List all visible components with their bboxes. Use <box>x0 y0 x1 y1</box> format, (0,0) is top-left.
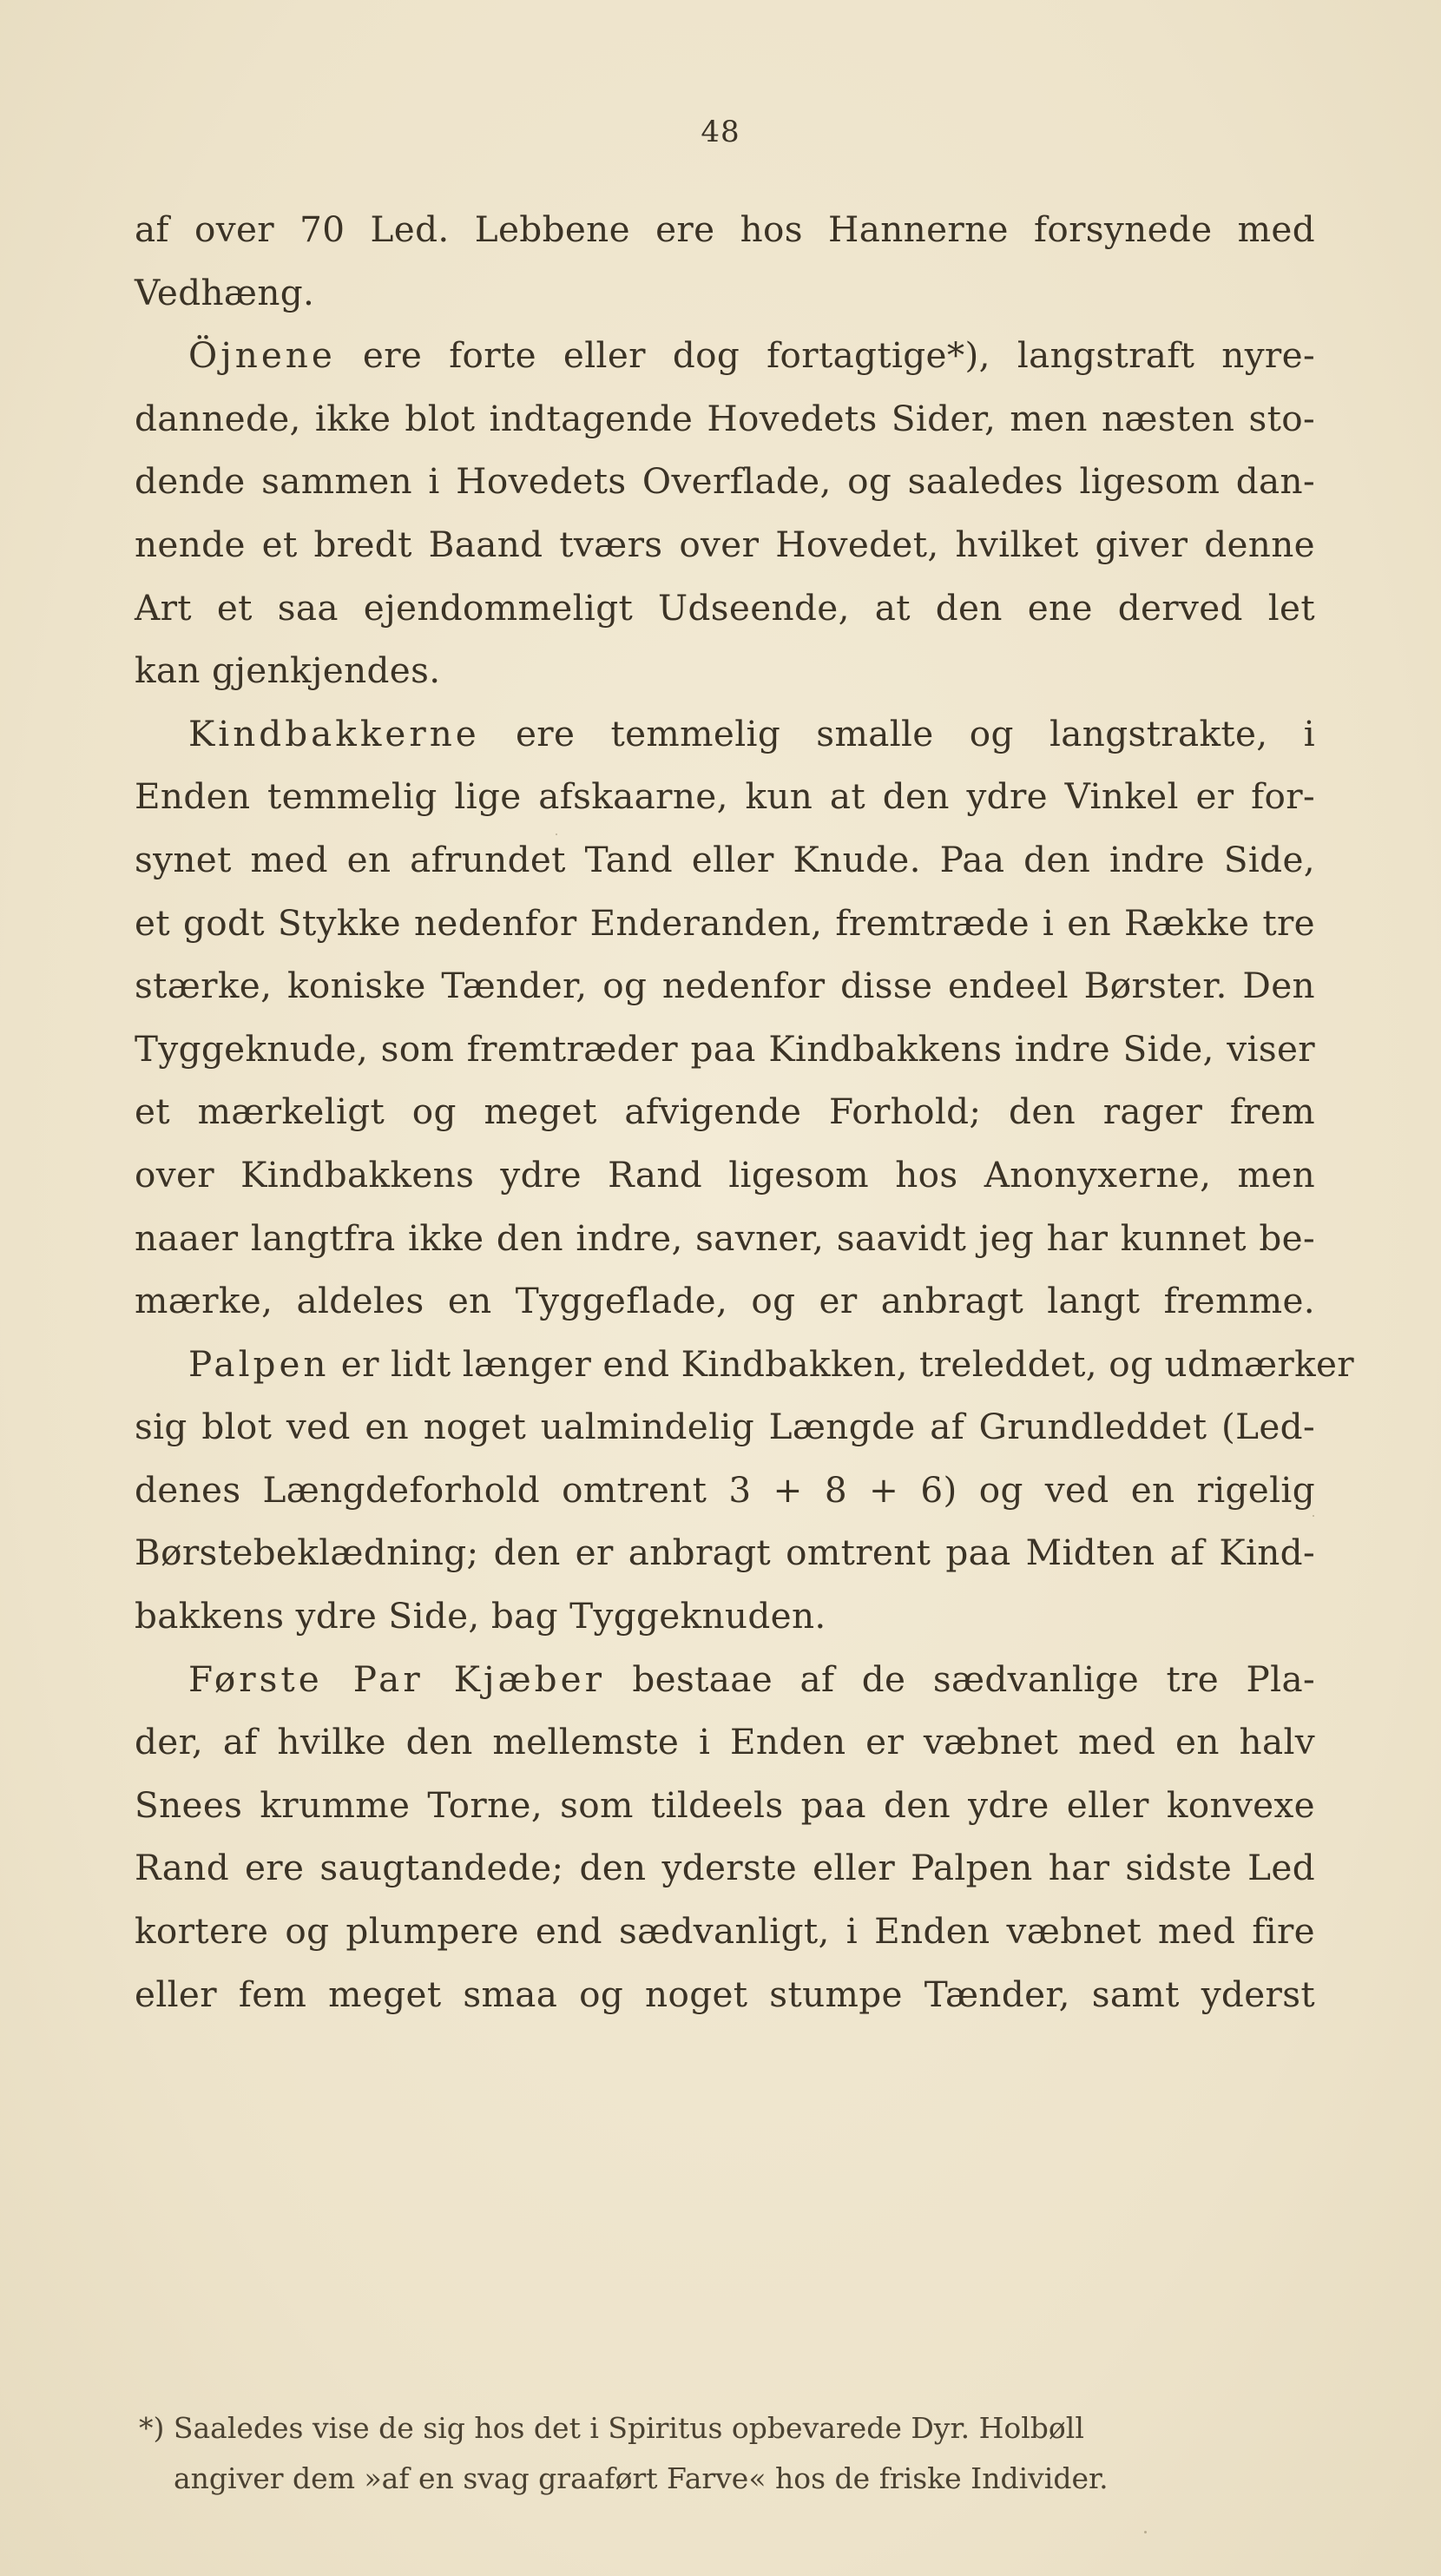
text-line-rest: ere temmelig smalle og langstrakte, i <box>515 712 1315 754</box>
paper-speck <box>1313 1515 1314 1517</box>
text-line: mærke, aldeles en Tyggeflade, og er anbragt langt fremme. <box>135 1280 1315 1322</box>
text-line: synet med en afrundet Tand eller Knude. Paa den indre Side, <box>135 838 1315 880</box>
text-line: eller fem meget smaa og noget stumpe Tænder, samt yderst <box>135 1973 1315 2015</box>
text-line: over Kindbakkens ydre Rand ligesom hos Anonyxerne, men <box>135 1153 1315 1196</box>
text-line: af over 70 Led. Lebbene ere hos Hannerne forsynede med <box>135 208 1315 250</box>
paragraph-lead-word: Öjnene <box>188 334 336 377</box>
text-line: Art et saa ejendommeligt Udseende, at den ene derved let <box>135 586 1315 629</box>
text-line: et godt Stykke nedenfor Enderanden, fremtræde i en Række tre <box>135 901 1315 944</box>
text-line: stærke, koniske Tænder, og nedenfor disse endeel Børster. Den <box>135 965 1315 1007</box>
text-line: kan gjenkjendes. <box>135 649 441 692</box>
text-line-rest: er lidt længer end Kindbakken, treleddet, og udmærker <box>340 1342 1354 1385</box>
text-line-rest: bestaae af de sædvanlige tre Pla- <box>632 1657 1315 1700</box>
text-line: sig blot ved en noget ualmindelig Længde af Grundleddet (Led- <box>135 1406 1315 1448</box>
text-line-rest: ere forte eller dog fortagtige*), langstraft nyre- <box>362 334 1315 377</box>
body-text <box>135 198 1354 2026</box>
text-line: Rand ere saugtandede; den yderste eller Palpen har sidste Led <box>135 1847 1315 1889</box>
text-line: Børstebeklædning; den er anbragt omtrent paa Midten af Kind- <box>135 1532 1315 1574</box>
footnote <box>139 2403 1315 2504</box>
text-line: der, af hvilke den mellemste i Enden er væbnet med en halv <box>135 1721 1315 1763</box>
text-line: Enden temmelig lige afskaarne, kun at den ydre Vinkel er for- <box>135 775 1315 818</box>
text-line <box>135 1648 1315 1711</box>
text-line: dannede, ikke blot indtagende Hovedets Sider, men næsten sto- <box>135 397 1315 439</box>
paper-speck <box>1144 2531 1147 2533</box>
paper-speck <box>556 833 557 835</box>
paragraph-lead-word: Palpen <box>188 1342 330 1385</box>
text-line: Snees krumme Torne, som tildeels paa den ydre eller konvexe <box>135 1783 1315 1826</box>
text-line: naaer langtfra ikke den indre, savner, saavidt jeg har kunnet be- <box>135 1216 1315 1259</box>
text-line: Vedhæng. <box>135 271 315 313</box>
text-line: kortere og plumpere end sædvanligt, i Enden væbnet med fire <box>135 1910 1315 1953</box>
text-line: bakkens ydre Side, bag Tyggeknuden. <box>135 1595 826 1637</box>
paragraph-lead-word: Første Par Kjæber <box>188 1657 605 1700</box>
paragraph-lead-word: Kindbakkerne <box>188 712 480 754</box>
text-line <box>135 702 1315 766</box>
text-line: nende et bredt Baand tværs over Hovedet, hvilket giver denne <box>135 523 1315 565</box>
text-line: denes Længdeforhold omtrent 3 + 8 + 6) og ved en rigelig <box>135 1468 1315 1511</box>
page-number: 48 <box>701 115 740 149</box>
text-line: Tyggeknude, som fremtræder paa Kindbakkens indre Side, viser <box>135 1027 1315 1070</box>
footnote-line: angiver dem »af en svag graaført Farve« hos de friske Individer. <box>174 2461 1109 2495</box>
text-line: et mærkeligt og meget afvigende Forhold; den rager frem <box>135 1090 1315 1133</box>
text-line <box>135 324 1315 387</box>
text-line <box>135 1333 1354 1396</box>
footnote-line: *) Saaledes vise de sig hos det i Spiritus opbevarede Dyr. Holbøll <box>139 2411 1084 2445</box>
text-line: dende sammen i Hovedets Overflade, og saaledes ligesom dan- <box>135 460 1315 503</box>
